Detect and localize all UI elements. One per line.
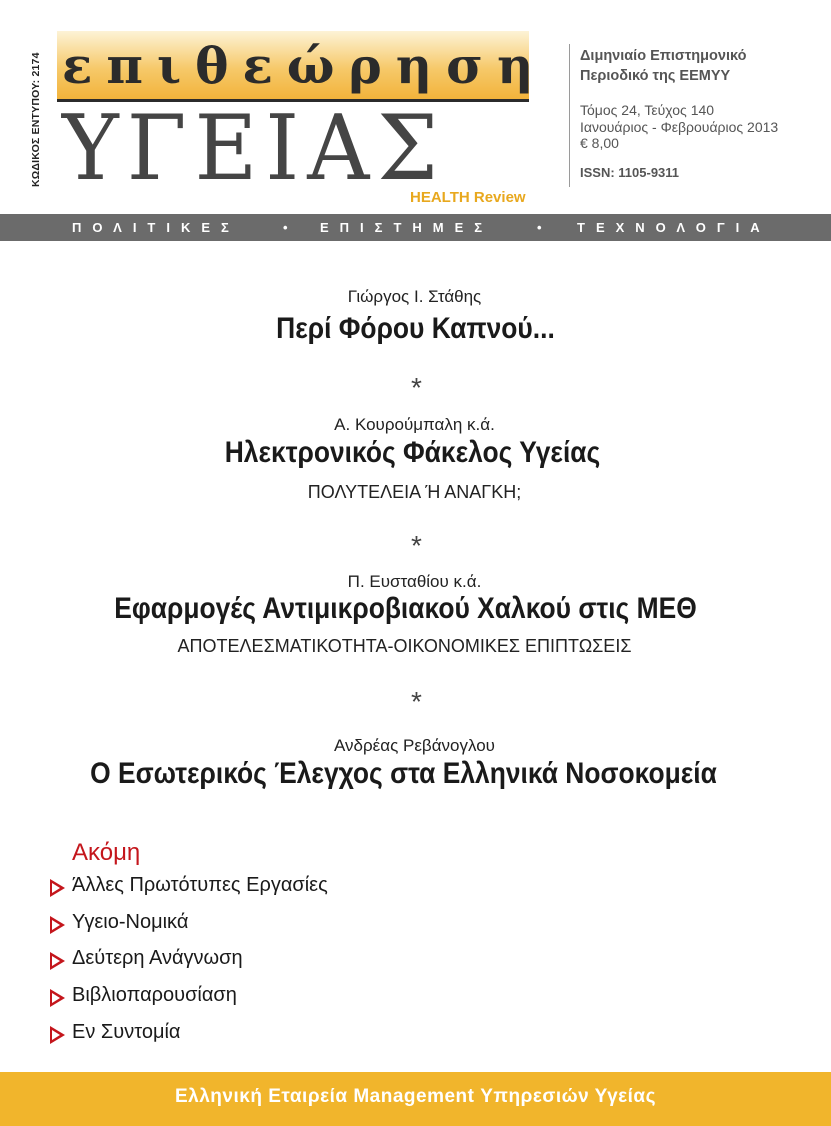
issue-price: € 8,00 [580, 135, 619, 151]
triangle-bullet-icon [50, 1026, 65, 1044]
info-divider [569, 44, 570, 187]
journal-title-line1: επιθεώρηση [62, 36, 548, 95]
article-title: Ηλεκτρονικός Φάκελος Υγείας [224, 436, 601, 469]
article-author: Π. Ευσταθίου κ.ά. [347, 572, 482, 591]
issue-volume: Τόμος 24, Τεύχος 140 [580, 102, 715, 118]
triangle-bullet-icon [50, 952, 65, 970]
triangle-bullet-icon [50, 879, 65, 897]
topic-technology: ΤΕΧΝΟΛΟΓΙΑ [577, 220, 771, 235]
topic-sciences: ΕΠΙΣΤΗΜΕΣ [320, 220, 494, 235]
article-separator: * [411, 372, 422, 403]
topics-bar [0, 214, 831, 241]
article-author: Α. Κουρούμπαλη κ.ά. [334, 415, 495, 434]
more-heading: Ακόμη [72, 839, 141, 866]
publisher-footer: Ελληνική Εταιρεία Management Υπηρεσιών Υγείας [0, 1072, 831, 1126]
issue-period: Ιανουάριος - Φεβρουάριος 2013 [580, 119, 779, 135]
article-subtitle: ΑΠΟΤΕΛΕΣΜΑΤΙΚΟΤΗΤΑ-ΟΙΚΟΝΟΜΙΚΕΣ ΕΠΙΠΤΩΣΕΙΣ [177, 636, 632, 656]
print-code: ΚΩΔΙΚΟΣ ΕΝΤΥΠΟΥ: 2174 [30, 52, 42, 187]
article-author: Ανδρέας Ρεβάνογλου [334, 736, 495, 755]
issn: ISSN: 1105-9311 [580, 165, 680, 180]
journal-subtitle-en: HEALTH Review [410, 189, 526, 206]
article-title: Περί Φόρου Καπνού... [276, 312, 555, 345]
article-subtitle: ΠΟΛΥΤΕΛΕΙΑ Ή ΑΝΑΓΚΗ; [307, 482, 522, 502]
triangle-bullet-icon [50, 916, 65, 934]
article-separator: * [411, 686, 422, 717]
journal-description-line2: Περιοδικό της ΕΕΜΥΥ [580, 68, 731, 84]
journal-description-line1: Διμηνιαίο Επιστημονικό [580, 48, 747, 64]
article-author: Γιώργος Ι. Στάθης [347, 287, 482, 306]
triangle-bullet-icon [50, 989, 65, 1007]
topic-separator: • [283, 220, 288, 235]
journal-title-line2: ΥΓΕΙΑΣ [62, 96, 447, 201]
article-title: Εφαρμογές Αντιμικροβιακού Χαλκού στις ΜΕΘ [114, 592, 697, 625]
article-separator: * [411, 530, 422, 561]
topic-politics: ΠΟΛΙΤΙΚΕΣ [72, 220, 240, 235]
article-title: Ο Εσωτερικός Έλεγχος στα Ελληνικά Νοσοκομεία [90, 757, 717, 790]
topic-separator: • [537, 220, 542, 235]
